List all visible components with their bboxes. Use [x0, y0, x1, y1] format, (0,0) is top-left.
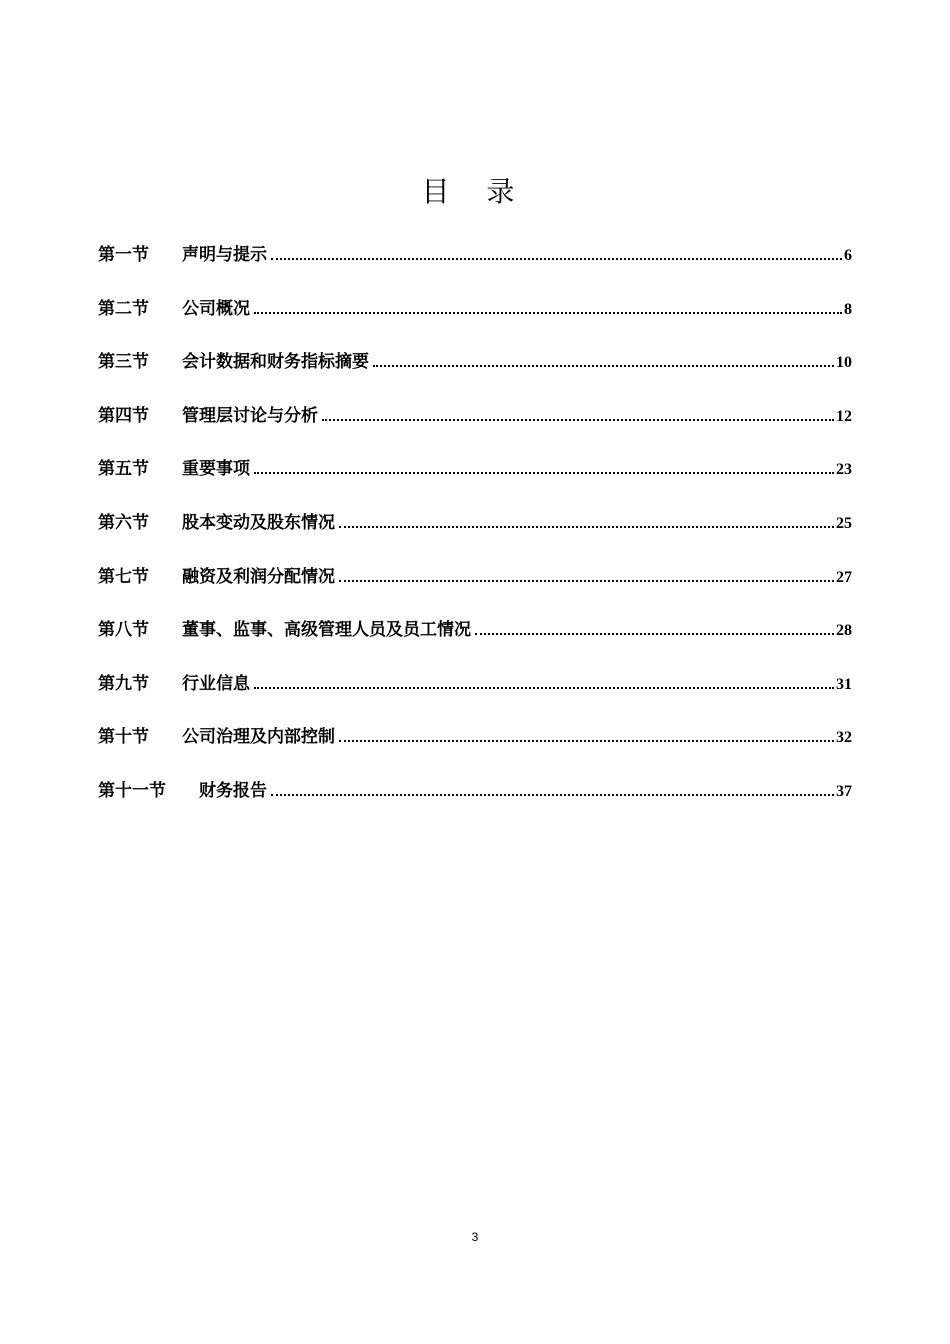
- toc-entry-1[interactable]: [98, 240, 852, 294]
- toc-entry-6[interactable]: [98, 508, 852, 562]
- toc-section-number: 第七节: [98, 566, 149, 587]
- toc-section-number: 第八节: [98, 620, 149, 641]
- toc-page-number: 12: [836, 407, 852, 425]
- toc-section-title: 融资及利润分配情况: [182, 566, 335, 587]
- toc-page-number: 6: [844, 247, 852, 264]
- toc-section-title: 重要事项: [182, 459, 250, 480]
- toc-page-number: 28: [836, 622, 852, 640]
- dot-leader: [339, 740, 834, 742]
- toc-entry-5[interactable]: [98, 454, 852, 508]
- dot-leader: [254, 687, 834, 689]
- toc-entry-10[interactable]: [98, 722, 852, 776]
- dot-leader: [254, 472, 834, 474]
- toc-page-number: 23: [836, 461, 852, 479]
- toc-section-number: 第二节: [98, 298, 149, 319]
- toc-entry-11[interactable]: [98, 776, 852, 830]
- toc-section-title: 财务报告: [199, 780, 267, 801]
- dot-leader: [271, 258, 842, 260]
- toc-section-number: 第六节: [98, 512, 149, 533]
- toc-entry-2[interactable]: [98, 294, 852, 348]
- dot-leader: [339, 526, 834, 528]
- toc-section-title: 公司概况: [182, 298, 250, 319]
- toc-entry-9[interactable]: [98, 669, 852, 723]
- toc-section-title: 管理层讨论与分析: [182, 405, 318, 426]
- dot-leader: [373, 365, 834, 367]
- dot-leader: [339, 580, 834, 582]
- toc-section-title: 会计数据和财务指标摘要: [182, 352, 369, 373]
- toc-section-number: 第九节: [98, 673, 149, 694]
- toc-section-title: 股本变动及股东情况: [182, 512, 335, 533]
- toc-page-number: 25: [836, 514, 852, 532]
- dot-leader: [271, 794, 834, 796]
- toc-page-number: 37: [836, 782, 852, 800]
- page-number: 3: [471, 1230, 479, 1244]
- toc-entry-8[interactable]: [98, 615, 852, 669]
- toc-page-number: 27: [836, 568, 852, 586]
- toc-entry-7[interactable]: [98, 562, 852, 616]
- dot-leader: [254, 312, 842, 314]
- page-title: 目 录: [421, 175, 529, 208]
- toc-page-number: 31: [836, 675, 852, 693]
- toc-section-title: 董事、监事、高级管理人员及员工情况: [182, 620, 471, 641]
- toc-section-title: 行业信息: [182, 673, 250, 694]
- toc-section-number: 第一节: [98, 245, 149, 265]
- toc-page-number: 10: [836, 354, 852, 372]
- toc-section-number: 第三节: [98, 352, 149, 373]
- dot-leader: [322, 419, 834, 421]
- toc-entry-3[interactable]: [98, 347, 852, 401]
- toc-entry-4[interactable]: [98, 401, 852, 455]
- toc-page-number: 32: [836, 729, 852, 747]
- toc-section-number: 第十节: [98, 727, 149, 748]
- toc-section-title: 公司治理及内部控制: [182, 727, 335, 748]
- toc-section-number: 第四节: [98, 405, 149, 426]
- toc-page-number: 8: [844, 300, 852, 318]
- toc-section-number: 第五节: [98, 459, 149, 480]
- toc-section-number: 第十一节: [98, 780, 166, 801]
- dot-leader: [475, 633, 834, 635]
- table-of-contents: [98, 240, 852, 830]
- toc-section-title: 声明与提示: [182, 245, 267, 265]
